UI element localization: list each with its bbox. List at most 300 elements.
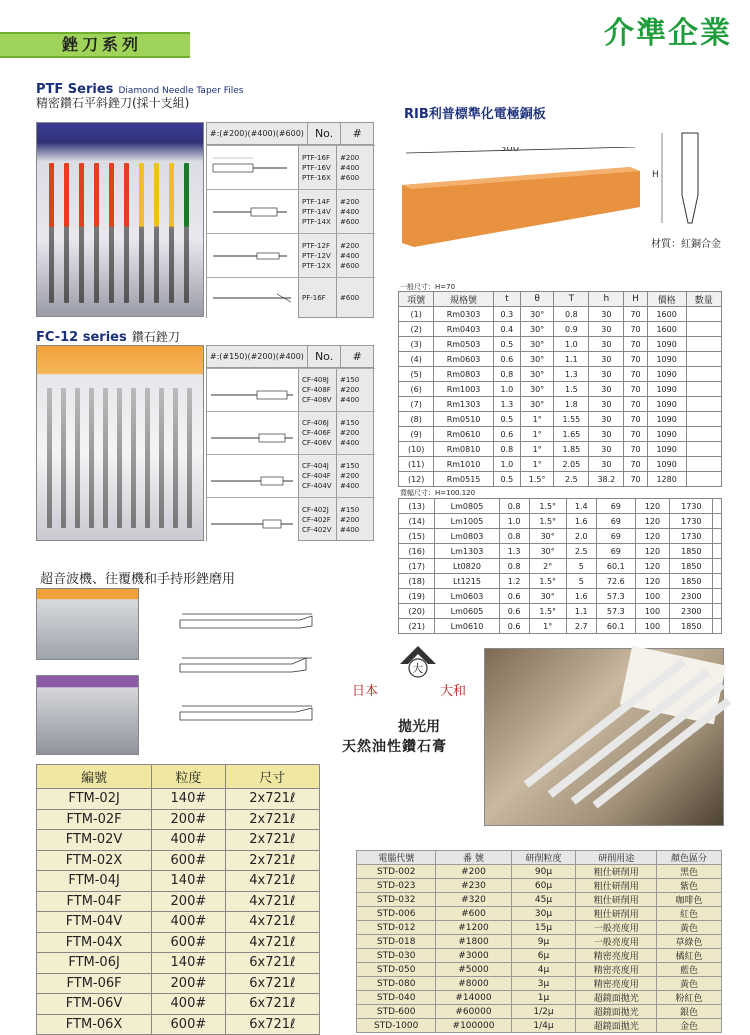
ptf-grit: #600 xyxy=(340,294,360,302)
table-cell: 140# xyxy=(152,789,225,810)
table-cell: STD-040 xyxy=(357,991,436,1005)
table-row xyxy=(37,953,320,974)
table-cell: 600# xyxy=(152,1014,225,1035)
column-header: θ xyxy=(520,292,553,307)
fc-code: CF-402J xyxy=(302,505,329,514)
table-cell: 600# xyxy=(152,850,225,871)
fc-title-block xyxy=(36,326,180,345)
table-cell: 黑色 xyxy=(657,865,722,879)
column-header: 研削用途 xyxy=(576,851,657,865)
table-cell: Lt1215 xyxy=(435,574,499,589)
ptf-row xyxy=(207,277,375,318)
table-row xyxy=(37,932,320,953)
table-cell: 0.8 xyxy=(493,442,520,457)
table-cell: Rm0810 xyxy=(434,442,493,457)
ptf-grit: #200 xyxy=(340,197,360,206)
fc-spec-header xyxy=(207,346,373,368)
table-cell: 69 xyxy=(596,544,635,559)
table-cell: STD-006 xyxy=(357,907,436,921)
file-drawing xyxy=(207,498,299,541)
table-cell: 1.3 xyxy=(499,544,529,559)
table-cell: 2300 xyxy=(670,589,713,604)
table-cell: 1μ xyxy=(511,991,576,1005)
table-row xyxy=(357,893,722,907)
table-row xyxy=(399,367,722,382)
svg-text:H: H xyxy=(652,170,659,180)
table-cell: 70 xyxy=(624,457,647,472)
table-cell: FTM-02V xyxy=(37,830,152,851)
table-cell: 1.6 xyxy=(566,589,596,604)
table-cell: 30° xyxy=(520,367,553,382)
table-row xyxy=(37,994,320,1015)
ptf-code: PTF-16V xyxy=(302,163,331,172)
fc-row xyxy=(207,497,375,541)
table-cell: 1.85 xyxy=(554,442,589,457)
table-cell: Rm1010 xyxy=(434,457,493,472)
table-cell: 1.6 xyxy=(566,514,596,529)
table-cell: 0.8 xyxy=(499,559,529,574)
table-cell: 1/2μ xyxy=(511,1005,576,1019)
table-cell: 0.6 xyxy=(499,604,529,619)
fc-code: CF-408F xyxy=(302,386,331,394)
table-cell: #320 xyxy=(436,893,511,907)
table-cell: 1/4μ xyxy=(511,1019,576,1033)
column-header: 尺寸 xyxy=(225,765,319,789)
ptf-code: PTF-14F xyxy=(302,197,330,206)
logo-yamato-text: 大和 xyxy=(440,684,467,699)
table-row xyxy=(357,865,722,879)
table-cell: 0.8 xyxy=(554,307,589,322)
table-cell: 30° xyxy=(520,352,553,367)
table-cell: 1° xyxy=(529,619,566,634)
table-row xyxy=(399,412,722,427)
ptf-series-name: PTF Series xyxy=(36,82,114,97)
table-cell: 2.0 xyxy=(566,529,596,544)
table-cell: 1850 xyxy=(670,619,713,634)
fc-row xyxy=(207,368,375,411)
table-cell: #100000 xyxy=(436,1019,511,1033)
table-cell: FTM-02F xyxy=(37,809,152,830)
table-cell: 4μ xyxy=(511,963,576,977)
table-cell: 0.6 xyxy=(499,589,529,604)
fc-grit: #400 xyxy=(340,439,360,447)
table-cell: 1.5° xyxy=(529,499,566,514)
table-cell: (6) xyxy=(399,382,434,397)
table-cell: 0.5 xyxy=(493,472,520,487)
table-cell: 0.6 xyxy=(493,427,520,442)
table-row xyxy=(399,322,722,337)
table-cell: (4) xyxy=(399,352,434,367)
table-cell: 1.0 xyxy=(499,514,529,529)
table-row xyxy=(399,472,722,487)
table-cell: Lm0610 xyxy=(435,619,499,634)
ptf-code: PTF-12V xyxy=(302,251,331,260)
table-cell: 2° xyxy=(529,559,566,574)
table-cell: Lt0820 xyxy=(435,559,499,574)
fc-code: CF-402V xyxy=(302,525,332,534)
table-row xyxy=(399,529,722,544)
table-row xyxy=(357,907,722,921)
table-cell: 0.5 xyxy=(493,412,520,427)
category-banner xyxy=(0,32,190,58)
table-cell: 1600 xyxy=(647,307,686,322)
table-cell: 1.3 xyxy=(554,367,589,382)
table-cell: 1280 xyxy=(647,472,686,487)
table-cell: (3) xyxy=(399,337,434,352)
table-cell: 一般亮度用 xyxy=(576,921,657,935)
table-row xyxy=(37,789,320,810)
fc-code: CF-406J xyxy=(302,419,329,427)
table-cell: 1730 xyxy=(670,514,713,529)
table-cell: STD-600 xyxy=(357,1005,436,1019)
table-cell: 1850 xyxy=(670,559,713,574)
table-cell: 120 xyxy=(635,559,670,574)
fc-no-header: No. xyxy=(308,346,342,367)
table-cell: #1800 xyxy=(436,935,511,949)
ptf-grit: #400 xyxy=(340,251,360,260)
table-row xyxy=(399,544,722,559)
table-cell: FTM-06V xyxy=(37,994,152,1015)
table-cell: 140# xyxy=(152,953,225,974)
table-cell: 30° xyxy=(520,307,553,322)
rib-caption-standard: 一般尺寸：H=70 xyxy=(400,283,456,291)
table-row xyxy=(399,307,722,322)
table-cell: 70 xyxy=(624,412,647,427)
table-cell: STD-050 xyxy=(357,963,436,977)
table-cell: 1.5° xyxy=(529,514,566,529)
table-cell: FTM-04V xyxy=(37,912,152,933)
table-cell: STD-012 xyxy=(357,921,436,935)
table-row xyxy=(357,949,722,963)
table-cell: 1.1 xyxy=(554,352,589,367)
fc-product-photo xyxy=(36,345,204,541)
table-cell: STD-002 xyxy=(357,865,436,879)
table-cell: Rm0303 xyxy=(434,307,493,322)
table-cell: 30 xyxy=(589,412,624,427)
fc-grit: #200 xyxy=(340,472,360,480)
column-header: h xyxy=(589,292,624,307)
table-cell: STD-030 xyxy=(357,949,436,963)
rib-length-label: 300 xyxy=(500,147,520,154)
table-cell: FTM-06X xyxy=(37,1014,152,1035)
table-cell: 2.05 xyxy=(554,457,589,472)
table-cell: 15μ xyxy=(511,921,576,935)
table-cell: #60000 xyxy=(436,1005,511,1019)
table-cell: 70 xyxy=(624,427,647,442)
table-row xyxy=(37,850,320,871)
ptf-code: PF-16F xyxy=(302,294,326,302)
table-cell: 2300 xyxy=(670,604,713,619)
rib-wide-table xyxy=(398,498,722,634)
table-cell: 1090 xyxy=(647,352,686,367)
table-row xyxy=(399,499,722,514)
fc-code: CF-404F xyxy=(302,472,331,480)
table-cell: FTM-06F xyxy=(37,973,152,994)
table-cell: 1.5 xyxy=(554,382,589,397)
table-cell: (19) xyxy=(399,589,435,604)
table-cell: 70 xyxy=(624,367,647,382)
table-cell: (20) xyxy=(399,604,435,619)
table-cell: 100 xyxy=(635,604,670,619)
table-cell: 0.9 xyxy=(554,322,589,337)
table-cell: (8) xyxy=(399,412,434,427)
table-cell: 30 xyxy=(589,307,624,322)
table-cell: FTM-02J xyxy=(37,789,152,810)
column-header: 顏色區分 xyxy=(657,851,722,865)
table-row xyxy=(37,973,320,994)
table-cell: (9) xyxy=(399,427,434,442)
table-cell: 400# xyxy=(152,830,225,851)
table-cell xyxy=(713,529,722,544)
table-cell: 400# xyxy=(152,912,225,933)
ptf-no-header: No. xyxy=(308,123,342,144)
table-cell: 1090 xyxy=(647,382,686,397)
table-row xyxy=(399,619,722,634)
column-header: 電腦代號 xyxy=(357,851,436,865)
rib-standard-table xyxy=(398,291,722,487)
table-row xyxy=(399,397,722,412)
table-cell: 400# xyxy=(152,994,225,1015)
table-cell: 120 xyxy=(635,544,670,559)
table-cell: 90μ xyxy=(511,865,576,879)
table-cell: 粗仕研削用 xyxy=(576,879,657,893)
fc-code: CF-402F xyxy=(302,515,331,524)
file-drawing xyxy=(207,190,299,233)
fc-grit: #400 xyxy=(340,525,360,534)
column-header: 番 號 xyxy=(436,851,511,865)
table-cell: 1.0 xyxy=(493,457,520,472)
table-cell: 1° xyxy=(520,412,553,427)
table-cell: 30 xyxy=(589,442,624,457)
file-drawing xyxy=(207,146,299,189)
table-cell xyxy=(686,472,721,487)
logo-center-char: 大 xyxy=(412,662,423,675)
table-cell: 30° xyxy=(529,544,566,559)
ptf-product-photo xyxy=(36,122,204,317)
table-cell: 9μ xyxy=(511,935,576,949)
table-cell: #3000 xyxy=(436,949,511,963)
table-cell: 精密亮度用 xyxy=(576,949,657,963)
table-cell: 1730 xyxy=(670,529,713,544)
ptf-grit: #200 xyxy=(340,153,360,162)
table-row xyxy=(399,337,722,352)
ptf-row xyxy=(207,145,375,189)
table-cell: (1) xyxy=(399,307,434,322)
table-cell xyxy=(686,457,721,472)
file-drawing xyxy=(207,455,299,497)
ptf-code: PTF-16X xyxy=(302,173,331,182)
table-cell: 4x721ℓ xyxy=(225,891,319,912)
table-cell: 38.2 xyxy=(589,472,624,487)
table-cell: 30° xyxy=(520,322,553,337)
file-drawing xyxy=(207,278,299,318)
table-cell: FTM-04F xyxy=(37,891,152,912)
table-cell: 30° xyxy=(520,382,553,397)
table-cell: 1090 xyxy=(647,397,686,412)
column-header: 價格 xyxy=(647,292,686,307)
ptf-code: PTF-12X xyxy=(302,261,331,270)
file-drawing xyxy=(207,234,299,277)
column-header: 編號 xyxy=(37,765,152,789)
table-cell: 粗仕研削用 xyxy=(576,907,657,921)
table-cell: 1090 xyxy=(647,457,686,472)
table-cell: (12) xyxy=(399,472,434,487)
table-cell: #600 xyxy=(436,907,511,921)
ptf-grit: #600 xyxy=(340,261,360,270)
table-cell: (2) xyxy=(399,322,434,337)
table-cell: FTM-04X xyxy=(37,932,152,953)
fc-code: CF-406V xyxy=(302,439,332,447)
table-cell: (11) xyxy=(399,457,434,472)
ptf-code: PTF-16F xyxy=(302,153,330,162)
table-cell: 0.3 xyxy=(493,307,520,322)
table-cell: 70 xyxy=(624,382,647,397)
table-cell: 1090 xyxy=(647,412,686,427)
table-cell: Lm1303 xyxy=(435,544,499,559)
table-cell: 1090 xyxy=(647,337,686,352)
table-cell: 100 xyxy=(635,619,670,634)
table-cell: 200# xyxy=(152,809,225,830)
ptf-grit: #600 xyxy=(340,217,360,226)
ptf-hash-header: # xyxy=(352,127,362,140)
table-cell xyxy=(713,544,722,559)
yamato-logo xyxy=(398,644,438,678)
table-cell: 一般亮度用 xyxy=(576,935,657,949)
table-cell: 4x721ℓ xyxy=(225,871,319,892)
table-cell xyxy=(713,514,722,529)
table-cell: (13) xyxy=(399,499,435,514)
logo-japan-text: 日本 xyxy=(352,684,379,699)
ptf-grit: #400 xyxy=(340,207,360,216)
table-cell: FTM-06J xyxy=(37,953,152,974)
table-row xyxy=(37,891,320,912)
table-cell xyxy=(713,574,722,589)
table-cell: 1.5° xyxy=(529,574,566,589)
column-header: 規格號 xyxy=(434,292,493,307)
table-cell: #230 xyxy=(436,879,511,893)
table-cell xyxy=(686,397,721,412)
table-cell: 黃色 xyxy=(657,977,722,991)
table-cell: 140# xyxy=(152,871,225,892)
table-cell xyxy=(686,412,721,427)
fc-grit: #200 xyxy=(340,386,360,394)
table-cell: 30 xyxy=(589,352,624,367)
table-row xyxy=(399,604,722,619)
table-cell xyxy=(713,619,722,634)
table-cell: 1090 xyxy=(647,442,686,457)
rib-caption-wide: 寬幅尺寸：H=100.120 xyxy=(400,489,476,497)
table-cell xyxy=(686,367,721,382)
ultrasonic-file-drawings xyxy=(172,596,332,746)
fc-code: CF-404V xyxy=(302,482,332,490)
table-cell: 1.65 xyxy=(554,427,589,442)
fc-grit: #200 xyxy=(340,429,360,437)
table-cell: 1.4 xyxy=(566,499,596,514)
fc-grit: #150 xyxy=(340,505,360,514)
ptf-row xyxy=(207,189,375,233)
category-title: 銼刀系列 xyxy=(62,35,143,54)
table-row xyxy=(399,352,722,367)
table-row xyxy=(357,977,722,991)
table-cell: 60μ xyxy=(511,879,576,893)
table-cell: 70 xyxy=(624,352,647,367)
table-row xyxy=(399,427,722,442)
ptf-grit: #200 xyxy=(340,241,360,250)
table-cell: 1.55 xyxy=(554,412,589,427)
table-cell: Rm0610 xyxy=(434,427,493,442)
table-cell: STD-023 xyxy=(357,879,436,893)
table-cell: 粗仕研削用 xyxy=(576,865,657,879)
table-cell xyxy=(686,442,721,457)
table-cell: 1850 xyxy=(670,544,713,559)
table-cell: 6x721ℓ xyxy=(225,1014,319,1035)
table-cell: 1.5° xyxy=(520,472,553,487)
table-cell xyxy=(686,307,721,322)
table-cell: 6x721ℓ xyxy=(225,973,319,994)
table-cell: 1.0 xyxy=(554,337,589,352)
table-cell: Rm0403 xyxy=(434,322,493,337)
table-cell: Rm0603 xyxy=(434,352,493,367)
table-cell: 57.3 xyxy=(596,604,635,619)
table-cell: 1.0 xyxy=(493,382,520,397)
table-cell: 1.1 xyxy=(566,604,596,619)
column-header: H xyxy=(624,292,647,307)
table-cell: 200# xyxy=(152,891,225,912)
ftm-header-row xyxy=(37,765,320,789)
fc-series-name: FC-12 series xyxy=(36,330,127,345)
table-cell: (15) xyxy=(399,529,435,544)
table-cell: 粗仕研削用 xyxy=(576,893,657,907)
table-cell: 2x721ℓ xyxy=(225,809,319,830)
table-cell xyxy=(713,604,722,619)
table-cell: 30μ xyxy=(511,907,576,921)
table-cell: 1.5° xyxy=(529,604,566,619)
table-row xyxy=(399,574,722,589)
table-cell xyxy=(713,499,722,514)
table-cell: 0.8 xyxy=(499,529,529,544)
ftm-size-table xyxy=(36,764,320,1035)
table-cell: STD-080 xyxy=(357,977,436,991)
table-row xyxy=(37,830,320,851)
polish-product-name: 天然油性鑽石膏 xyxy=(342,739,447,755)
ptf-spec-table xyxy=(206,122,374,318)
table-cell: 30 xyxy=(589,367,624,382)
table-cell: 57.3 xyxy=(596,589,635,604)
table-cell: 0.4 xyxy=(493,322,520,337)
table-cell: 30° xyxy=(529,589,566,604)
table-cell xyxy=(686,352,721,367)
fc-grit: #150 xyxy=(340,419,360,427)
table-cell: 1730 xyxy=(670,499,713,514)
table-cell: 70 xyxy=(624,307,647,322)
table-cell: 1° xyxy=(520,457,553,472)
table-cell: 0.6 xyxy=(499,619,529,634)
table-row xyxy=(357,879,722,893)
table-cell: STD-018 xyxy=(357,935,436,949)
rib-title: RIB利普標準化電極銅板 xyxy=(404,107,546,122)
table-cell: Rm0803 xyxy=(434,367,493,382)
ptf-code: PTF-14X xyxy=(302,217,331,226)
table-cell: 30 xyxy=(589,397,624,412)
ptf-series-subtitle: Diamond Needle Taper Files xyxy=(118,86,244,96)
fc-grit: #400 xyxy=(340,396,360,404)
table-cell: 2x721ℓ xyxy=(225,850,319,871)
table-cell: 70 xyxy=(624,442,647,457)
table-cell: 30 xyxy=(589,427,624,442)
table-cell: 120 xyxy=(635,529,670,544)
table-row xyxy=(357,921,722,935)
table-cell: Lm0803 xyxy=(435,529,499,544)
